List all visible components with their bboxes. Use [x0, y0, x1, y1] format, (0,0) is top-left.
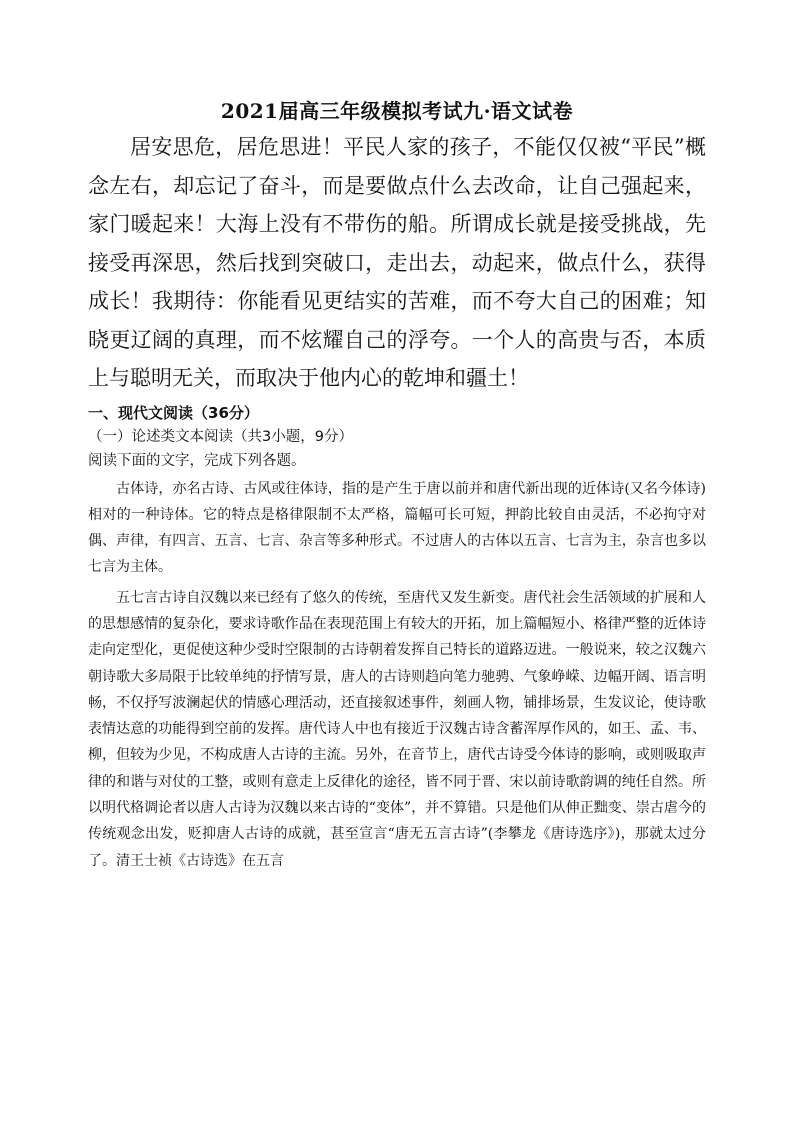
exam-page	[88, 96, 706, 874]
reading-instruction: 阅读下面的文字，完成下列各题。	[88, 452, 306, 469]
motto-paragraph: 居安思危，居危思进！平民人家的孩子，不能仅仅被“平民”概念左右，却忘记了奋斗，而是要做点什么去改命，让自己强起来，家门暖起来！大海上没有不带伤的船。所谓成长就是接受挑战，先接受再深思，然后找到突破口，走出去，动起来，做点什么，获得成长！我期待：你能看见更结实的苦难，而不夸大自己的困难；知晓更辽阔的真理，而不炫耀自己的浮夸。一个人的高贵与否，本质上与聪明无关，而取决于他内心的乾坤和疆土！	[88, 135, 706, 390]
section-heading-modern-reading: 一、现代文阅读（36分）	[88, 403, 259, 422]
exam-title: 2021届高三年级模拟考试九·语文试卷	[220, 99, 574, 123]
passage-paragraph-2: 五七言古诗自汉魏以来已经有了悠久的传统，至唐代又发生新变。唐代社会生活领域的扩展和人的思想感情的复杂化，要求诗歌作品在表现范围上有较大的开拓，加上篇幅短小、格律严整的近体诗走向定型化，更促使这种少受时空限制的古诗朝着发挥自己特长的道路迈进。一般说来，较之汉魏六朝诗歌大多局限于比较单纯的抒情写景，唐人的古诗则趋向笔力驰骋、气象峥嵘、边幅开阔、语言明畅，不仅抒写波澜起伏的情感心理活动，还直接叙述事件，刻画人物，铺排场景，生发议论，使诗歌表情达意的功能得到空前的发挥。唐代诗人中也有接近于汉魏古诗含蓄浑厚作风的，如王、孟、韦、柳，但较为少见，不构成唐人古诗的主流。另外，在音节上，唐代古诗受今体诗的影响，或则吸取声律的和谐与对仗的工整，或则有意走上反律化的途径，皆不同于晋、宋以前诗歌韵调的纯任自然。所以明代格调论者以唐人古诗为汉魏以来古诗的“变体”，并不算错。只是他们从伸正黜变、崇古虐今的传统观念出发，贬抑唐人古诗的成就，甚至宣言“唐无五言古诗”(李攀龙《唐诗选序》)，那就太过分了。清王士祯《古诗选》在五言	[88, 589, 706, 869]
subsection-heading-argumentative-reading: （一）论述类文本阅读（共3小题，9分）	[88, 428, 353, 445]
passage-paragraph-1: 古体诗，亦名古诗、古风或往体诗，指的是产生于唐以前并和唐代新出现的近体诗(又名今体诗)相对的一种诗体。它的特点是格律限制不太严格，篇幅可长可短，押韵比较自由灵活，不必拘守对偶、声律，有四言、五言、七言、杂言等多种形式。不过唐人的古体以五言、七言为主，杂言也多以七言为主体。	[88, 480, 706, 576]
